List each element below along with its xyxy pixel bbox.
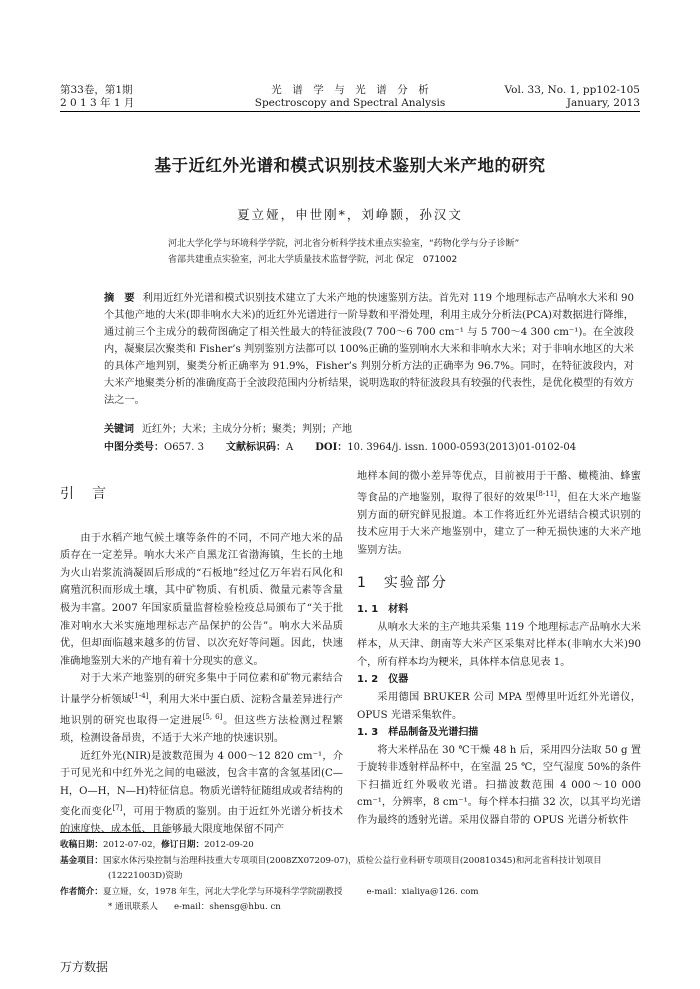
citation: [5, 6] (202, 712, 223, 721)
left-column (60, 486, 343, 839)
subsection-title-sample-prep: 1. 3 样品制备及光谱扫描 (357, 727, 479, 739)
right-column (357, 468, 641, 830)
watermark: 万方数据 (60, 960, 109, 974)
instruments-text: 采用德国 BRUKER 公司 MPA 型傅里叶近红外光谱仪，OPUS 光谱采集软件。 (357, 691, 641, 721)
journal-volume-info: 第33卷，第1期 2 0 1 3 年 1 月 (60, 84, 135, 109)
doc-code-label: 文献标识码： (226, 442, 287, 453)
intro-paragraph-3: 近红外光(NIR)是波数范围为 4 000～12 820 cm⁻¹，介于可见光和中红外光之间的电磁波，包含丰富的含氢基团(C—H，O—H，N—H)特征信息。物质光谱特征随组成或者结构的变化而变化[7]，可用于物质的鉴别。由于近红外光谱分析技术的速度快、成本低、且能够最大限度地保留不同产 (60, 750, 343, 836)
journal-name: 光 谱 学 与 光 谱 分 析 Spectroscopy and Spectral Analysis (254, 84, 446, 109)
affiliation: 河北大学化学与环境科学学院，河北省分析科学技术重点实验室，“药物化学与分子诊断” 省部共建重点实验室，河北大学质量技术监督学院，河北 保定 071002 (168, 239, 520, 265)
footnote-author: 作者简介：夏立娅，女，1978 年生，河北大学化学与环境科学学院副教授 e-mail：xialiya@126. com (60, 886, 479, 897)
doi-value: 10. 3964/j. issn. 1000-0593(2013)01-0102-04 (347, 442, 577, 453)
abstract-label: 摘 要 (104, 293, 135, 304)
sample-prep-text: 将大米样品在 30 ℃干燥 48 h 后，采用四分法取 50 g 置于旋转非透射样品杯中，在室温 25 ℃，空气湿度 50%的条件下扫描近红外吸收光谱。扫描波数范围 4 000～10 000 cm⁻¹，分辨率，8 cm⁻¹。每个样本扫描 32 次，以其平均光谱作为最终的透射光谱。采用仪器自带的 OPUS 光谱分析软件 (357, 744, 641, 827)
clc-value: O657. 3 (164, 442, 205, 453)
journal-issue-info: Vol. 33, No. 1, pp102-105 January, 2013 (504, 84, 640, 109)
author-list: 夏立娅，申世刚*，刘峥颢，孙汉文 (237, 207, 463, 222)
header-rule (60, 111, 640, 112)
classification-line (104, 440, 644, 456)
subsection-title-materials: 1. 1 材料 (357, 603, 409, 615)
subsection-title-instruments: 1. 2 仪器 (357, 674, 409, 686)
materials-text: 从响水大米的主产地共采集 119 个地理标志产品响水大米样本，从天津、朗南等大米产区采集对比样本(非响水大米)90 个，所有样本均为粳米，具体样本信息见表 1。 (357, 621, 641, 668)
citation: [8-11] (535, 489, 557, 498)
footnotes (60, 838, 645, 916)
abstract (104, 290, 634, 409)
doi-label: DOI： (315, 442, 348, 453)
footnote-dates: 收稿日期：2012-07-02，修订日期：2012-09-20 (60, 840, 254, 850)
citation: [7] (112, 804, 123, 813)
keywords-label: 关键词 (104, 424, 134, 435)
section-title-experimental: 1 实验部分 (357, 575, 448, 592)
intro-paragraph-2: 对于大米产地鉴别的研究多集中于同位素和矿物元素结合计量学分析领域[1-4]，利用大米中蛋白质、淀粉含量差异进行产地识别的研究也取得一定进展[5, 6]。但这些方法检测过程繁琐，检测设备昂贵，不适于大米产地的快速识别。 (60, 673, 343, 744)
footnote-correspondence: * 通讯联系人 e-mail：shensg@hbu. cn (108, 902, 281, 913)
intro-paragraph-1: 由于水稻产地气候土壤等条件的不同，不同产地大米的品质存在一定差异。响水大米产自黑龙江省渤海镇，生长的土地为火山岩浆流淌凝固后形成的“石板地”经过亿万年岩石风化和腐殖沉积而形成土壤，其中矿物质、有机质、微量元素等含量极为丰富。2007 年国家质量监督检验检疫总局颁布了“关于批准对响水大米实施地理标志产品保护的公告”。响水大米品质优，但却面临越来越多的仿冒、以次充好等问题。因此，快速准确地鉴别大米的产地有着十分现实的意义。 (60, 532, 343, 667)
keywords (104, 422, 634, 438)
clc-label: 中图分类号： (104, 442, 164, 453)
intro-paragraph-continued: 地样本间的微小差异等优点，目前被用于干酪、橄榄油、蜂蜜等食品的产地鉴别，取得了很好的效果[8-11]，但在大米产地鉴别方面的研究鲜见报道。本工作将近红外光谱结合模式识别的技术应用于大米产地鉴别中，建立了一种无损快速的大米产地鉴别方法。 (357, 471, 642, 556)
doc-code-value: A (286, 442, 294, 453)
footnote-funding: 基金项目：国家水体污染控制与治理科技重大专项项目(2008ZX07209-07)，质检公益行业科研专项项目(200810345)和河北省科技计划项目(12221003D)资助 (60, 855, 602, 882)
footnote-rule (60, 832, 170, 833)
citation: [1-4] (131, 691, 149, 700)
abstract-text: 利用近红外光谱和模式识别技术建立了大米产地的快速鉴别方法。首先对 119 个地理标志产品响水大米和 90 个其他产地的大米(即非响水大米)的近红外光谱进行一阶导数和平滑处理，利用主成分分析法(PCA)对数据进行降维，通过前三个主成分的载荷图确定了相关性最大的特征波段(7 700～6 700 cm⁻¹ 与 5 700～4 300 cm⁻¹)。在全波段内，凝聚层次聚类和 Fisher’s 判别鉴别方法都可以 100%正确的鉴别响水大米和非响水大米；对于非响水地区的大米的具体产地判别，聚类分析正确率为 91.9%，Fisher’s 判别分析方法的正确率为 96.7%。同时，在特征波段内，对大米产地聚类分析的准确度高于全波段范围内分析结果，说明选取的特征波段具有较强的代表性，是优化模型的有效方法之一。 (104, 293, 635, 406)
section-title-introduction: 引 言 (60, 486, 108, 502)
keywords-text: 近红外；大米；主成分分析；聚类；判别；产地 (142, 424, 352, 435)
paper-title: 基于近红外光谱和模式识别技术鉴别大米产地的研究 (154, 156, 546, 175)
